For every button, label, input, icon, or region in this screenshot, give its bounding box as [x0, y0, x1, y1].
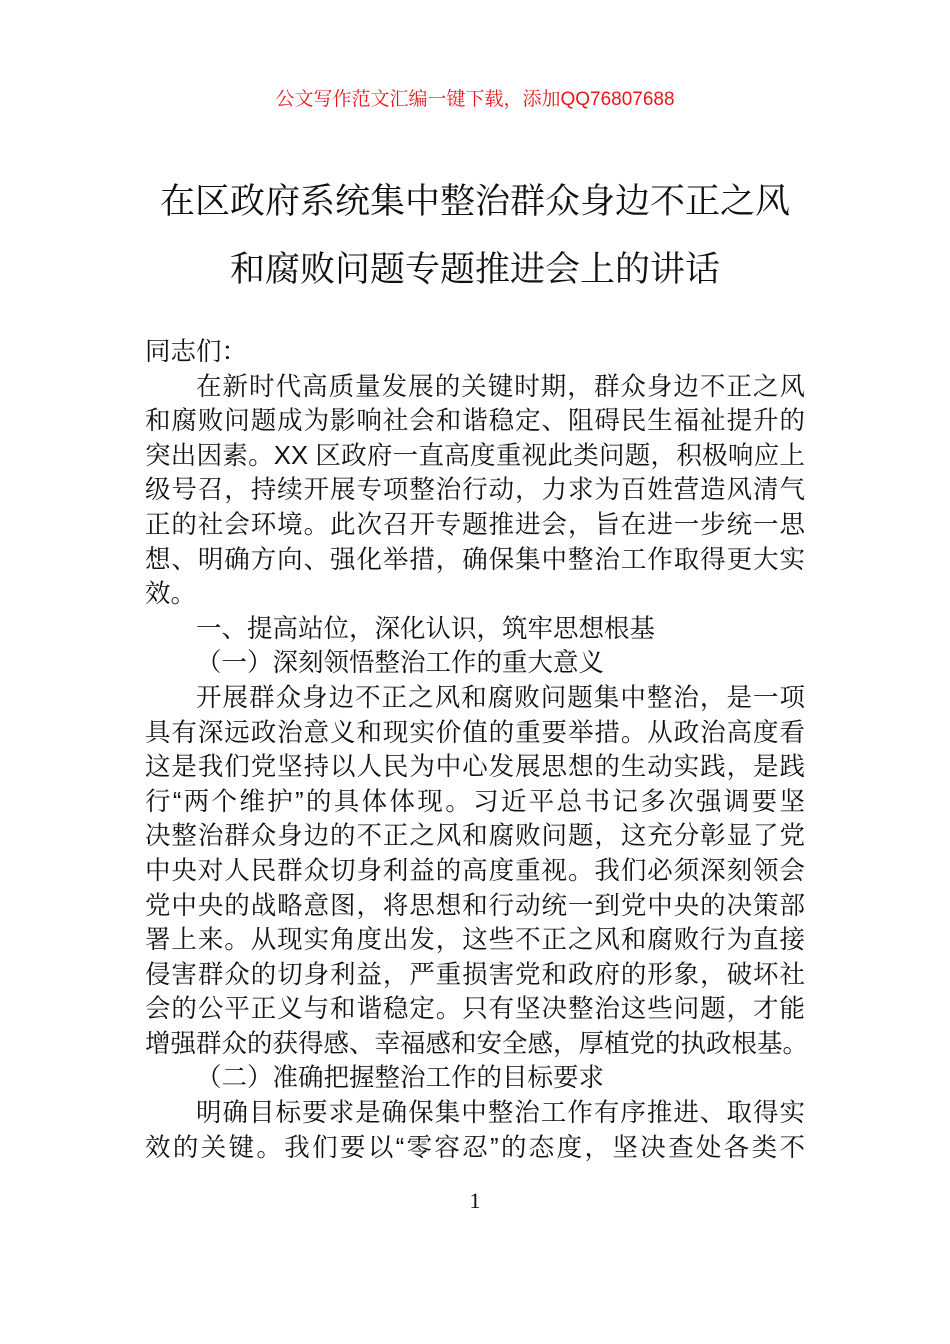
- document-title-line-2: 和腐败问题专题推进会上的讲话: [229, 250, 720, 289]
- text-line: 效的关键。我们要以“零容忍”的态度，坚决查处各类不: [145, 1133, 805, 1162]
- text-line: 开展群众身边不正之风和腐败问题集中整治，是一项: [196, 683, 805, 712]
- text-line: 侵害群众的切身利益，严重损害党和政府的形象，破坏社: [145, 960, 805, 989]
- page-number: 1: [469, 1188, 481, 1213]
- text-line: 行“两个维护”的具体体现。习近平总书记多次强调要坚: [145, 787, 805, 816]
- text-line: 效。: [145, 580, 197, 609]
- text-line: 正的社会环境。此次召开专题推进会，旨在进一步统一思: [145, 510, 805, 539]
- text-line: 这是我们党坚持以人民为中心发展思想的生动实践，是践: [145, 753, 805, 782]
- text-line: 中央对人民群众切身利益的高度重视。我们必须深刻领会: [145, 856, 805, 885]
- text-line: 增强群众的获得感、幸福感和安全感，厚植党的执政根基。: [145, 1029, 809, 1058]
- text-line: 一、提高站位，深化认识，筑牢思想根基: [196, 614, 656, 643]
- download-banner: 公文写作范文汇编一键下载，添加QQ76807688: [275, 89, 675, 110]
- text-line: 级号召，持续开展专项整治行动，力求为百姓营造风清气: [145, 476, 805, 505]
- document-title-line-1: 在区政府系统集中整治群众身边不正之风: [159, 182, 790, 221]
- text-line: 署上来。从现实角度出发，这些不正之风和腐败行为直接: [145, 926, 805, 955]
- text-line: 明确目标要求是确保集中整治工作有序推进、取得实: [196, 1099, 805, 1128]
- text-line: 具有深远政治意义和现实价值的重要举措。从政治高度看: [145, 718, 805, 747]
- text-line: 会的公平正义与和谐稳定。只有坚决整治这些问题，才能: [145, 995, 805, 1024]
- text-line: （一）深刻领悟整治工作的重大意义: [196, 649, 605, 678]
- text-line: 在新时代高质量发展的关键时期，群众身边不正之风: [196, 372, 805, 401]
- text-line: 党中央的战略意图，将思想和行动统一到党中央的决策部: [145, 891, 805, 920]
- text-line: 同志们：: [145, 338, 248, 366]
- document-body: [145, 335, 809, 1165]
- text-line: （二）准确把握整治工作的目标要求: [196, 1064, 605, 1093]
- text-line: 突出因素。XX 区政府一直高度重视此类问题，积极响应上: [145, 441, 805, 470]
- text-line: 和腐败问题成为影响社会和谐稳定、阻碍民生福祉提升的: [145, 407, 805, 436]
- text-line: 想、明确方向、强化举措，确保集中整治工作取得更大实: [145, 545, 805, 574]
- text-line: 决整治群众身边的不正之风和腐败问题，这充分彰显了党: [145, 822, 805, 851]
